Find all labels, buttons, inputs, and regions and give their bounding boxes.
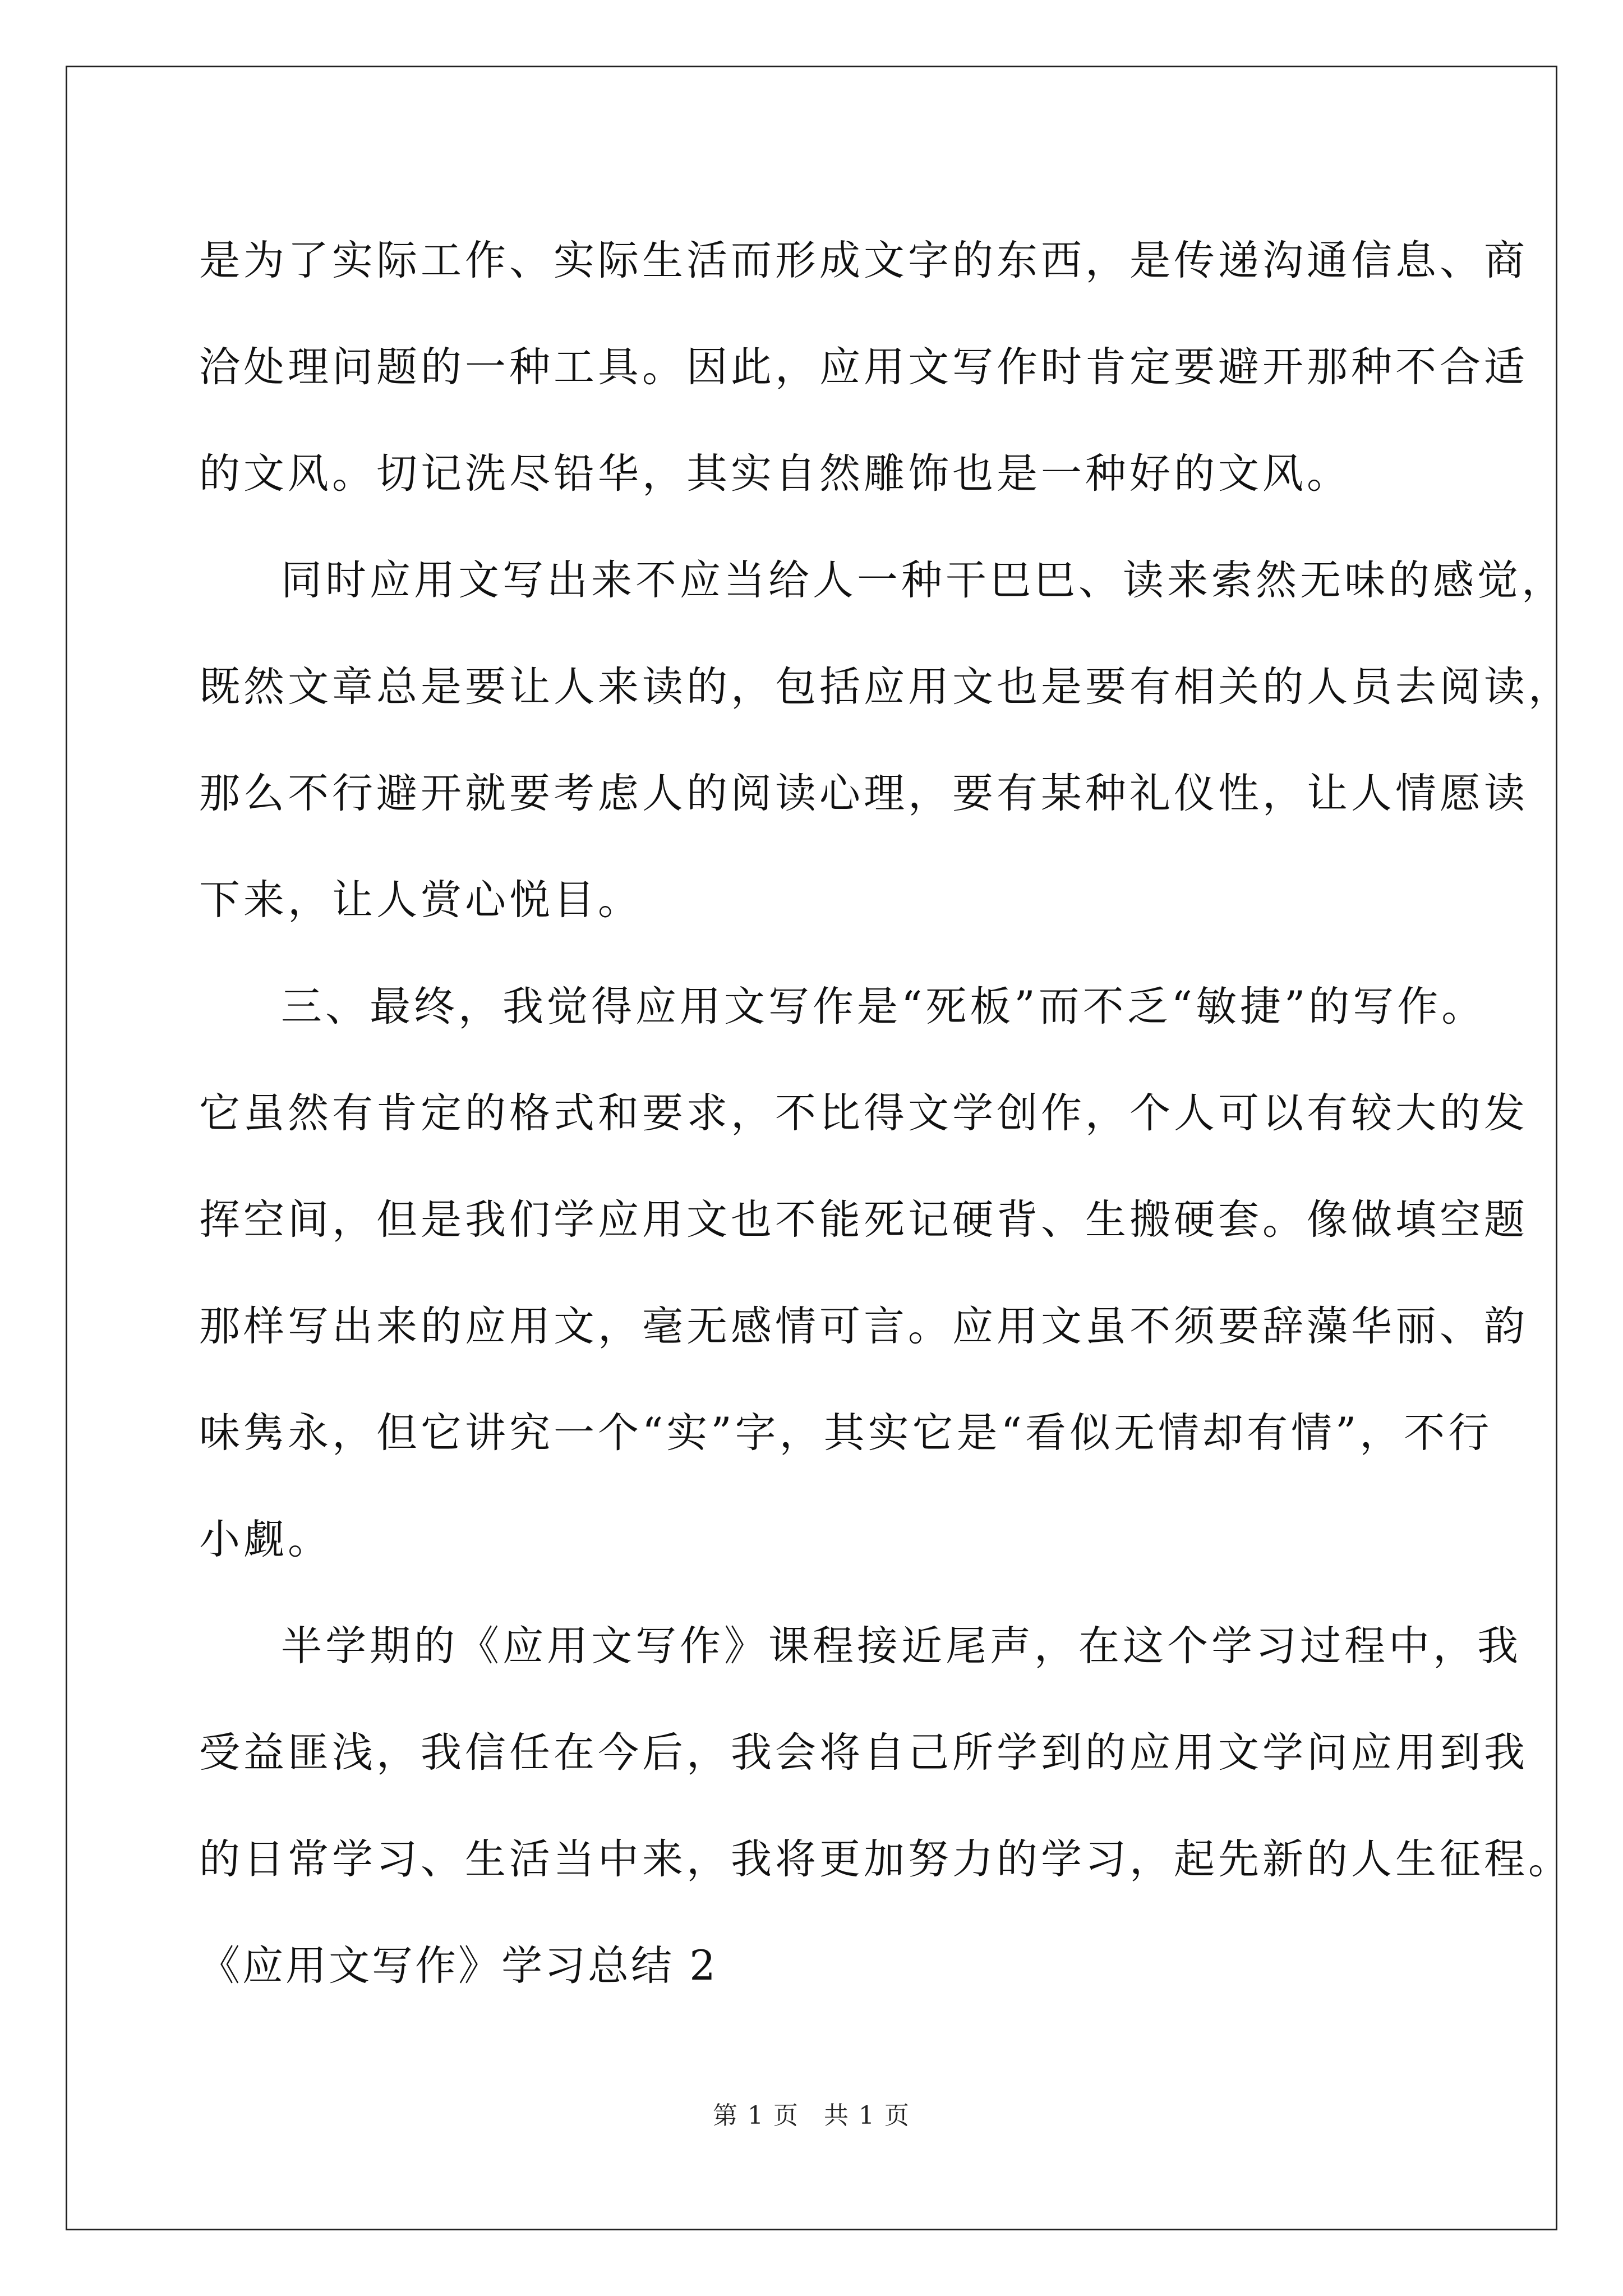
text-line: 小觑。 xyxy=(199,1516,332,1563)
text-line: 受益匪浅，我信任在今后，我会将自己所学到的应用文学问应用到我 xyxy=(199,1729,1528,1777)
text-line: 它虽然有肯定的格式和要求，不比得文学创作，个人可以有较大的发 xyxy=(199,1089,1528,1137)
text-line: 下来，让人赏心悦目。 xyxy=(199,876,642,924)
page-number: 第 1 页 xyxy=(713,2101,799,2130)
page-total: 共 1 页 xyxy=(824,2101,910,2130)
text-line: 味隽永，但它讲究一个“实”字，其实它是“看似无情却有情”，不行 xyxy=(199,1409,1493,1457)
text-line: 挥空间，但是我们学应用文也不能死记硬背、生搬硬套。像做填空题 xyxy=(199,1196,1528,1244)
paragraph-first-line: 三、最终，我觉得应用文写作是“死板”而不乏“敏捷”的写作。 xyxy=(281,983,1486,1030)
paragraph-first-line: 半学期的《应用文写作》课程接近尾声，在这个学习过程中，我 xyxy=(281,1622,1521,1670)
paragraph-first-line: 同时应用文写出来不应当给人一种干巴巴、读来索然无味的感觉， xyxy=(281,556,1566,604)
text-line: 的日常学习、生活当中来，我将更加努力的学习，起先新的人生征程。 xyxy=(199,1835,1573,1883)
text-line: 既然文章总是要让人来读的，包括应用文也是要有相关的人员去阅读， xyxy=(199,663,1573,711)
text-line: 那么不行避开就要考虑人的阅读心理，要有某种礼仪性，让人情愿读 xyxy=(199,770,1528,817)
section-heading: 《应用文写作》学习总结 2 xyxy=(199,1942,718,1990)
text-line: 洽处理问题的一种工具。因此，应用文写作时肯定要避开那种不合适 xyxy=(199,343,1528,391)
text-line: 那样写出来的应用文，毫无感情可言。应用文虽不须要辞藻华丽、韵 xyxy=(199,1303,1528,1350)
document-body xyxy=(199,208,1573,2019)
text-line: 是为了实际工作、实际生活而形成文字的东西，是传递沟通信息、商 xyxy=(199,237,1528,284)
page-footer xyxy=(0,2095,1623,2131)
text-line: 的文风。切记洗尽铅华，其实自然雕饰也是一种好的文风。 xyxy=(199,450,1351,498)
